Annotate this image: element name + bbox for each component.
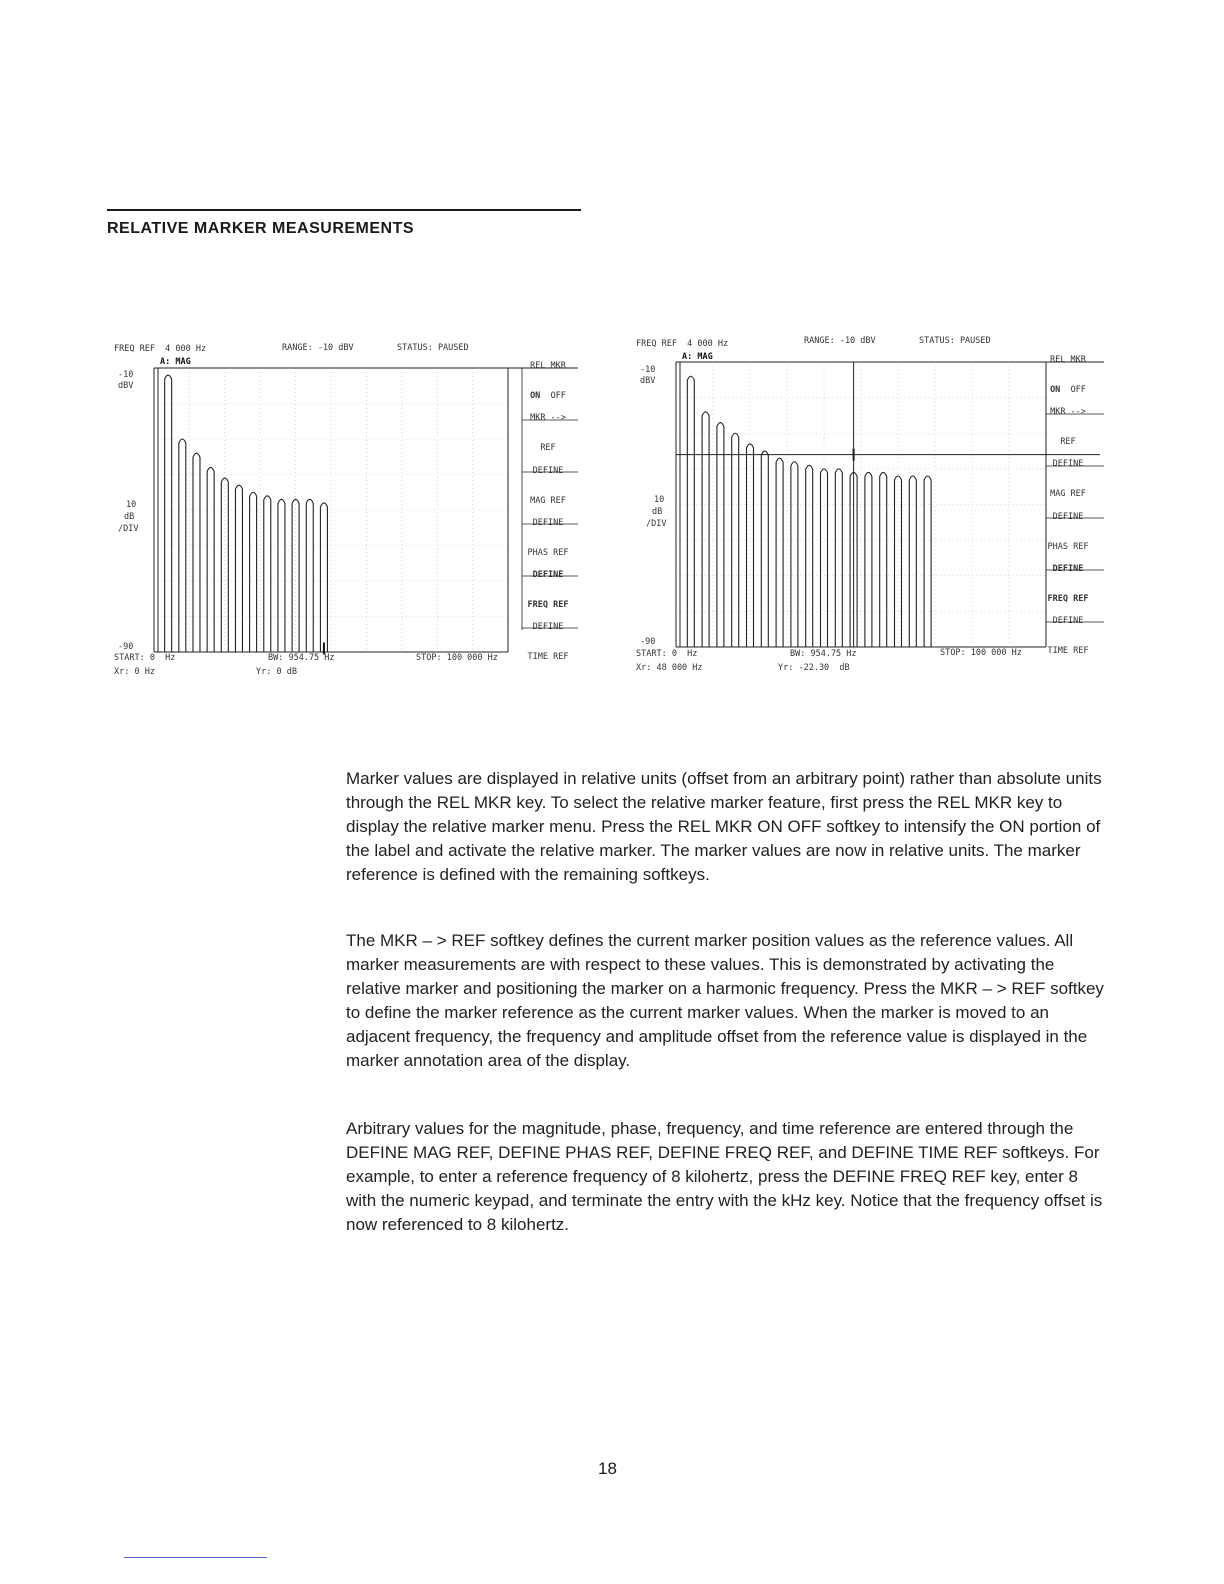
footer-rule [124, 1557, 267, 1558]
harmonic-peak [702, 412, 709, 647]
softkey-label: MAG REF [1050, 489, 1086, 499]
softkey-label: DEFINE [1052, 459, 1084, 469]
softkey-rel-mkr-label: REL MKR [530, 361, 566, 371]
y-scale-unit: dB [652, 507, 663, 517]
harmonic-peak [250, 492, 257, 652]
harmonic-peak [278, 499, 285, 652]
start-readout: START: 0 Hz [114, 653, 176, 663]
stop-readout: STOP: 100 000 Hz [416, 653, 498, 663]
softkey-label: DEFINE [532, 570, 564, 580]
softkey-rel-mkr-label: REL MKR [1050, 355, 1086, 365]
softkey-label: PHAS REF [527, 548, 569, 558]
harmonic-peak [687, 376, 694, 647]
y-bottom-value: -90 [640, 637, 656, 647]
section-heading: RELATIVE MARKER MEASUREMENTS [107, 220, 415, 237]
harmonic-peak [791, 462, 798, 647]
harmonic-peak [924, 476, 931, 647]
y-scale-div: /DIV [118, 524, 139, 534]
range-readout: RANGE: -10 dBV [804, 336, 876, 346]
y-scale-unit: dB [124, 512, 135, 522]
harmonic-peak [306, 499, 313, 652]
status-readout: STATUS: PAUSED [919, 336, 991, 346]
page-number: 18 [598, 1459, 617, 1478]
harmonic-peak [895, 476, 902, 647]
harmonic-peak [207, 467, 214, 652]
harmonic-peak [821, 469, 828, 647]
softkey-label: DEFINE [1052, 564, 1084, 574]
harmonic-peak [264, 496, 271, 652]
y-top-unit: dBV [118, 381, 134, 391]
off-label: OFF [550, 391, 566, 401]
y-scale-value: 10 [654, 495, 665, 505]
y-bottom-value: -90 [118, 642, 134, 652]
y-top-unit: dBV [640, 376, 656, 386]
harmonic-peak [193, 453, 200, 652]
trace-label: A: MAG [682, 352, 713, 362]
off-label: OFF [1070, 385, 1086, 395]
softkey-label: DEFINE [1052, 512, 1084, 522]
harmonic-peak [320, 503, 327, 652]
on-label: ON [530, 391, 541, 401]
softkey-label: DEFINE [532, 518, 564, 528]
paragraph-3: Arbitrary values for the magnitude, phase, frequency, and time reference are entered through the DEFINE MAG REF, DEFINE PHAS REF, DEFINE FREQ REF, and DEFINE TIME REF softkeys. For example, to enter a reference frequency of 8 kilohertz, press the DEFINE FREQ REF key, enter 8 with the numeric keypad, and terminate the entry with the kHz key. Notice that the frequency offset is now referenced to 8 kilohertz. [346, 1119, 1103, 1234]
harmonic-peak [835, 469, 842, 647]
softkey-label: MAG REF [530, 496, 566, 506]
harmonic-peak [806, 465, 813, 647]
paragraph-1: Marker values are displayed in relative units (offset from an arbitrary point) rather than absolute units through the REL MKR key. To select the relative marker feature, first press the REL MKR key to display the relative marker menu. Press the REL MKR ON OFF softkey to intensify the ON portion of the label and activate the relative marker. The marker values are now in relative units. The marker reference is defined with the remaining softkeys. [346, 769, 1102, 884]
bw-readout: BW: 954.75 Hz [790, 649, 857, 659]
freq-ref-readout: FREQ REF 4 000 Hz [114, 344, 207, 354]
softkey-label: PHAS REF [1047, 542, 1089, 552]
softkey-label: TIME REF [527, 652, 569, 662]
status-readout: STATUS: PAUSED [397, 343, 469, 353]
start-readout: START: 0 Hz [636, 649, 698, 659]
harmonic-peak [761, 451, 768, 647]
harmonic-peak [165, 375, 172, 652]
trace-label: A: MAG [160, 357, 191, 367]
range-readout: RANGE: -10 dBV [282, 343, 354, 353]
right-spectrum-plot [636, 335, 1106, 655]
softkey-label: DEFINE [1052, 616, 1084, 626]
softkey-label: REF [1060, 437, 1076, 447]
softkey-label: DEFINE [532, 622, 564, 632]
softkey-label: FREQ REF [1047, 594, 1089, 604]
left-analyzer-screen [114, 340, 614, 690]
y-scale-value: 10 [126, 500, 137, 510]
freq-ref-readout: FREQ REF 4 000 Hz [636, 339, 729, 349]
softkey-label: MKR --> [530, 413, 566, 423]
paragraph-2: The MKR – > REF softkey defines the current marker position values as the reference values. All marker measurements are with respect to these values. This is demonstrated by activating the relative marker and positioning the marker on a harmonic frequency. Press the MKR – > REF softkey to define the marker reference as the current marker values. When the marker is moved to an adjacent frequency, the frequency and amplitude offset from the reference value is displayed in the marker annotation area of the display. [346, 931, 1104, 1070]
harmonic-peak [717, 423, 724, 647]
xr-readout: Xr: 48 000 Hz [636, 663, 703, 673]
left-spectrum-plot [114, 340, 584, 660]
softkey-label: REF [540, 443, 556, 453]
bw-readout: BW: 954.75 Hz [268, 653, 335, 663]
softkey-label: TIME REF [1047, 646, 1089, 656]
harmonic-peak [292, 499, 299, 652]
y-top-value: -10 [118, 370, 134, 380]
yr-readout: Yr: 0 dB [256, 667, 297, 677]
yr-readout: Yr: -22.30 dB [778, 663, 850, 673]
heading-rule [107, 209, 581, 211]
stop-readout: STOP: 100 000 Hz [940, 648, 1022, 658]
y-top-value: -10 [640, 365, 656, 375]
softkey-label: FREQ REF [527, 600, 569, 610]
on-label: ON [1050, 385, 1061, 395]
y-scale-div: /DIV [646, 519, 667, 529]
harmonic-peak [865, 472, 872, 647]
xr-readout: Xr: 0 Hz [114, 667, 155, 677]
harmonic-peak [880, 472, 887, 647]
softkey-label: DEFINE [532, 466, 564, 476]
harmonic-peak [909, 476, 916, 647]
harmonic-peak [776, 458, 783, 647]
softkey-label: MKR --> [1050, 407, 1086, 417]
right-analyzer-screen [636, 335, 1136, 685]
